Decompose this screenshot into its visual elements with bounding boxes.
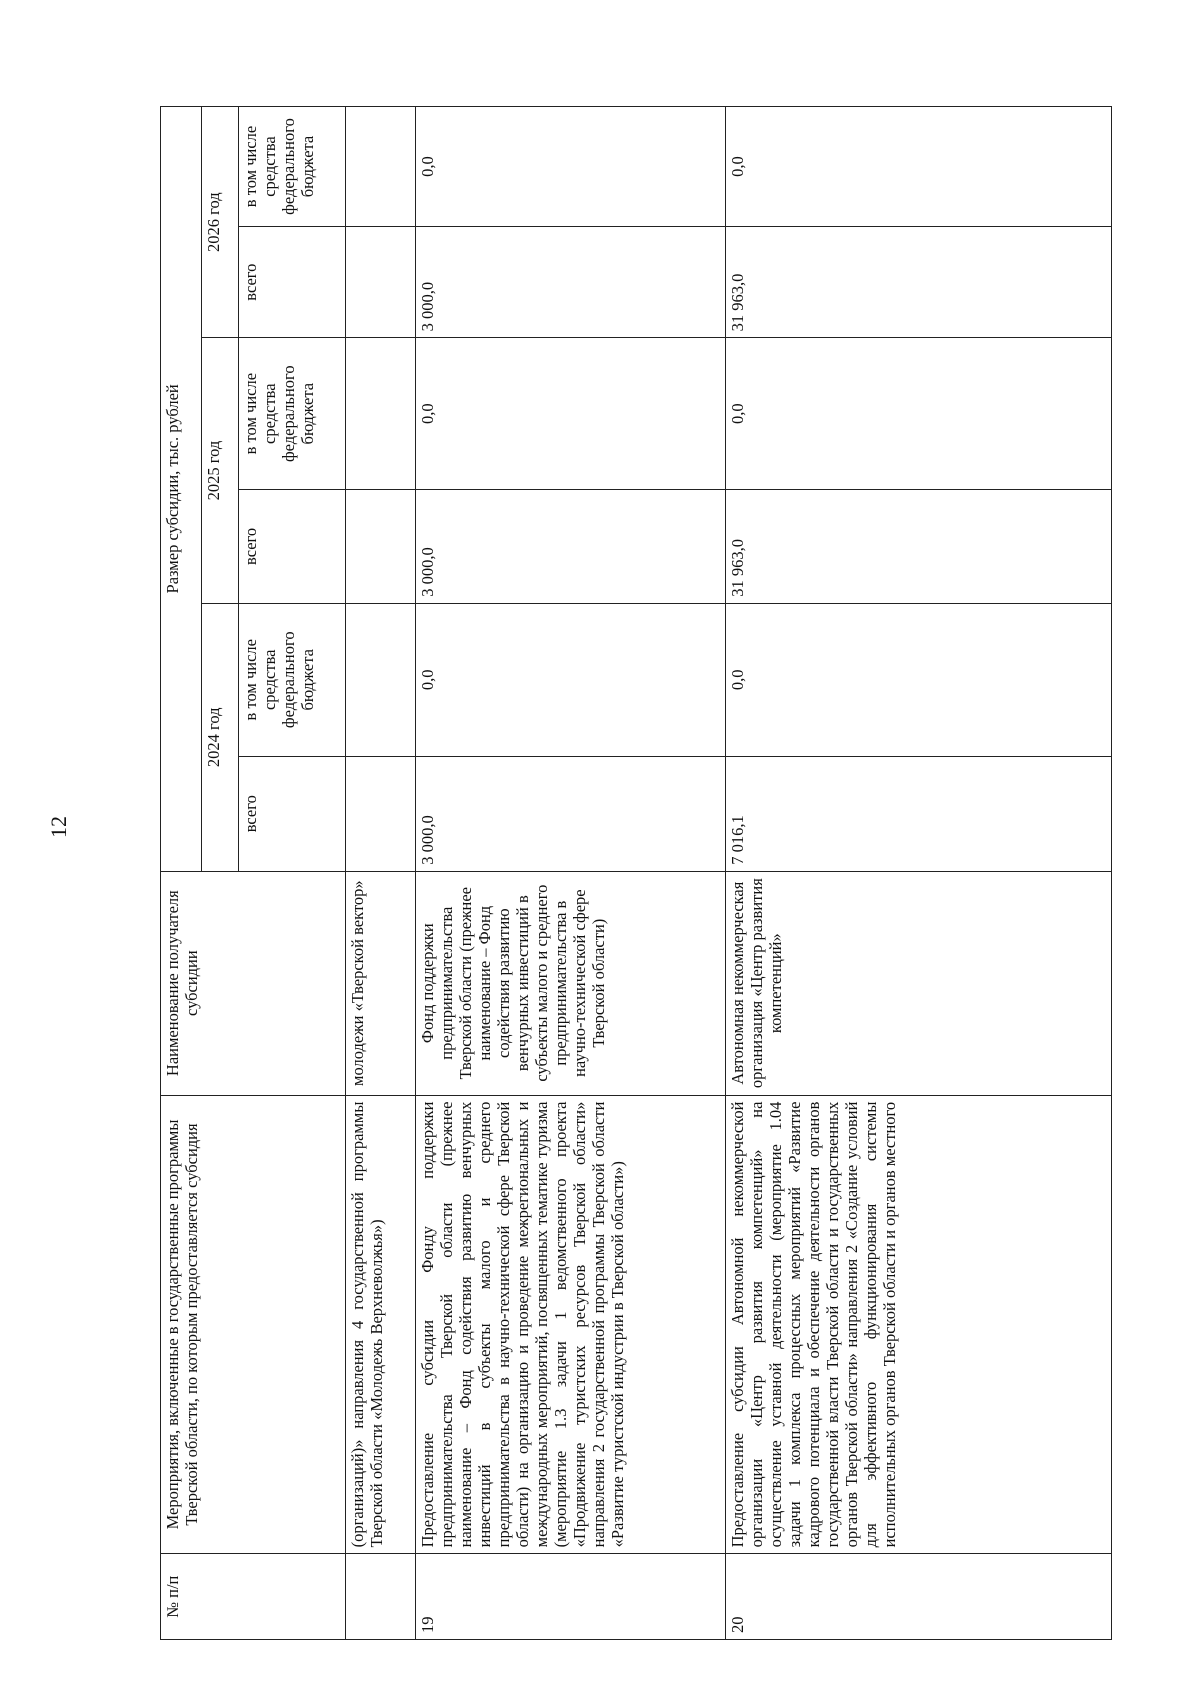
table-row — [726, 107, 1112, 1640]
header-2024-federal: в том числе средства федерального бюджета — [239, 603, 346, 756]
cell-2024-total: 3 000,0 — [416, 756, 726, 871]
cell-2025-federal — [346, 338, 416, 490]
header-year-2024: 2024 год — [202, 603, 239, 871]
cell-2024-federal — [346, 603, 416, 756]
cell-2025-federal: 0,0 — [726, 338, 1112, 490]
header-2025-total: всего — [239, 490, 346, 604]
cell-event: Предоставление субсидии Автономной некоммерческой организации «Центр развития компетенций» на осуществление уставной деятельности (мероприятие 1.04 задачи 1 комплекса процессных мероприятий «Развитие кадрового потенциала и обеспечение деятельности органов государственной власти Тверской области и государственных органов Тверской области» направления 2 «Создание условий для эффективного функционирования системы исполнительных органов Тверской области и органов местного — [726, 1095, 1112, 1554]
header-col-recipient: Наименование получателя субсидии — [161, 871, 346, 1095]
cell-2026-total: 3 000,0 — [416, 227, 726, 338]
header-year-2026: 2026 год — [202, 107, 239, 338]
header-col-event: Мероприятия, включенные в государственные программы Тверской области, по которым предоставляется субсидия — [161, 1095, 346, 1554]
header-2026-total: всего — [239, 227, 346, 338]
subsidy-table — [160, 106, 1112, 1640]
cell-recipient: Фонд поддержки предпринимательства Тверской области (прежнее наименование – Фонд содействия развитию венчурных инвестиций в субъекты малого и среднего предпринимательства в научно-технической сфере Тверской области) — [416, 871, 726, 1095]
header-year-2025: 2025 год — [202, 338, 239, 603]
cell-2026-total: 31 963,0 — [726, 227, 1112, 338]
page-number: 12 — [46, 816, 71, 838]
cell-no — [346, 1554, 416, 1640]
header-2024-total: всего — [239, 756, 346, 871]
cell-2024-total: 7 016,1 — [726, 756, 1112, 871]
cell-event: Предоставление субсидии Фонду поддержки предпринимательства Тверской области (прежнее наименование – Фонд содействия развитию венчурных инвестиций в субъекты малого и среднего предпринимательства в научно-технической сфере Тверской области) на организацию и проведение межрегиональных и международных мероприятий, посвященных тематике туризма (мероприятие 1.3 задачи 1 ведомственного проекта «Продвижение туристских ресурсов Тверской области» направления 2 государственной программы Тверской области «Развитие туристской индустрии в Тверской области») — [416, 1095, 726, 1554]
cell-2026-total — [346, 227, 416, 338]
table-row — [416, 107, 726, 1640]
cell-event: (организаций)» направления 4 государственной программы Тверской области «Молодежь Верхневолжья») — [346, 1095, 416, 1554]
cell-2026-federal — [346, 107, 416, 227]
table-row — [346, 107, 416, 1640]
cell-no: 20 — [726, 1554, 1112, 1640]
cell-2025-total: 3 000,0 — [416, 490, 726, 604]
cell-2024-federal: 0,0 — [726, 603, 1112, 756]
header-row-1 — [161, 107, 202, 1640]
cell-2025-total: 31 963,0 — [726, 490, 1112, 604]
cell-2025-total — [346, 490, 416, 604]
cell-2026-federal: 0,0 — [726, 107, 1112, 227]
header-col-no: № п/п — [161, 1554, 346, 1640]
header-2026-federal: в том числе средства федерального бюджета — [239, 107, 346, 227]
header-col-size: Размер субсидии, тыс. рублей — [161, 107, 202, 872]
cell-recipient: молодежи «Тверской вектор» — [346, 871, 416, 1095]
cell-2026-federal: 0,0 — [416, 107, 726, 227]
cell-no: 19 — [416, 1554, 726, 1640]
header-2025-federal: в том числе средства федерального бюджета — [239, 338, 346, 490]
cell-2024-federal: 0,0 — [416, 603, 726, 756]
cell-recipient: Автономная некоммерческая организация «Центр развития компетенций» — [726, 871, 1112, 1095]
cell-2024-total — [346, 756, 416, 871]
cell-2025-federal: 0,0 — [416, 338, 726, 490]
